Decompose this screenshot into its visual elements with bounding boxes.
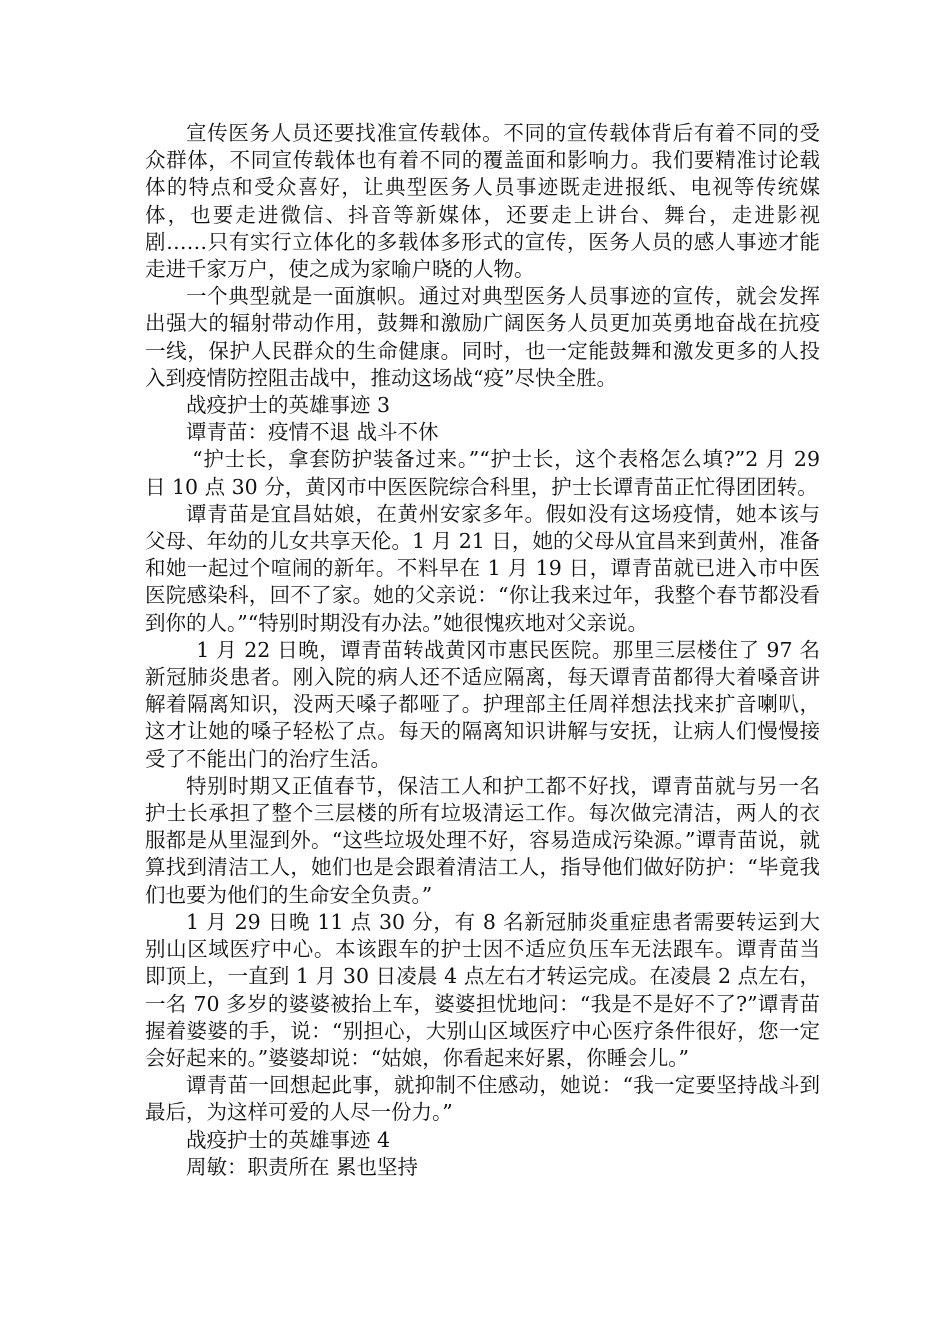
section-subheading-3: 谭青苗：疫情不退 战斗不休	[186, 420, 439, 445]
paragraph-recollection: 谭青苗一回想起此事，就抑制不住感动，她说：“我一定要坚持战斗到最后，为这样可爱的人尽一份力。”	[145, 1073, 820, 1125]
paragraph-huimin-hospital: 1 月 22 日晚，谭青苗转战黄冈市惠民医院。那里三层楼住了 97 名新冠肺炎患者。刚入院的病人还不适应隔离，每天谭青苗都得大着嗓音讲解着隔离知识，没两天嗓子都哑了。护理部主任周祥想法找来扩音喇叭，这才让她的嗓子轻松了点。每天的隔离知识讲解与安抚，让病人们慢慢接受了不能出门的治疗生活。	[145, 637, 820, 771]
paragraph-yichang-girl: 谭青苗是宜昌姑娘，在黄州安家多年。假如没有这场疫情，她本该与父母、年幼的儿女共享天伦。1 月 21 日，她的父母从宜昌来到黄州，准备和她一起过个喧闹的新年。不料早在 1 月 19 日，谭青苗就已进入市中医医院感染科，回不了家。她的父亲说：“你让我来过年，我整个春节都没看到你的人。”“特别时期没有办法。”她很愧疚地对父亲说。	[145, 501, 820, 635]
section-subheading-4: 周敏：职责所在 累也坚持	[186, 1154, 419, 1179]
paragraph-head-nurse-busy: “护士长，拿套防护装备过来。”“护士长，这个表格怎么填?”2 月 29 日 10 点 30 分，黄冈市中医医院综合科里，护士长谭青苗正忙得团团转。	[145, 447, 820, 499]
section-heading-3: 战疫护士的英雄事迹 3	[186, 393, 391, 418]
paragraph-publicity-carrier: 宣传医务人员还要找准宣传载体。不同的宣传载体背后有着不同的受众群体，不同宣传载体也有着不同的覆盖面和影响力。我们要精准讨论载体的特点和受众喜好，让典型医务人员事迹既走进报纸、电视等传统媒体，也要走进微信、抖音等新媒体，还要走上讲台、舞台，走进影视剧……只有实行立体化的多载体多形式的宣传，医务人员的感人事迹才能走进千家万户，使之成为家喻户晓的人物。	[145, 121, 820, 282]
paragraph-patient-transfer: 1 月 29 日晚 11 点 30 分，有 8 名新冠肺炎重症患者需要转运到大别山区域医疗中心。本该跟车的护士因不适应负压车无法跟车。谭青苗当即顶上，一直到 1 月 30 日凌晨 4 点左右才转运完成。在凌晨 2 点左右，一名 70 多岁的婆婆被抬上车，婆婆担忧地问：“我是不是好不了?”谭青苗握着婆婆的手，说：“别担心，大别山区域医疗中心医疗条件很好，您一定会好起来的。”婆婆却说：“姑娘，你看起来好累，你睡会儿。”	[145, 909, 820, 1070]
section-heading-4: 战疫护士的英雄事迹 4	[186, 1127, 391, 1152]
paragraph-garbage-cleanup: 特别时期又正值春节，保洁工人和护工都不好找，谭青苗就与另一名护士长承担了整个三层楼的所有垃圾清运工作。每次做完清洁，两人的衣服都是从里湿到外。“这些垃圾处理不好，容易造成污染源。”谭青苗说，就算找到清洁工人，她们也是会跟着清洁工人，指导他们做好防护：“毕竟我们也要为他们的生命安全负责。”	[145, 773, 820, 907]
paragraph-typical-banner: 一个典型就是一面旗帜。通过对典型医务人员事迹的宣传，就会发挥出强大的辐射带动作用，鼓舞和激励广阔医务人员更加英勇地奋战在抗疫一线，保护人民群众的生命健康。同时，也一定能鼓舞和激发更多的人投入到疫情防控阻击战中，推动这场战“疫”尽快全胜。	[145, 284, 820, 390]
document-page	[145, 120, 820, 1181]
